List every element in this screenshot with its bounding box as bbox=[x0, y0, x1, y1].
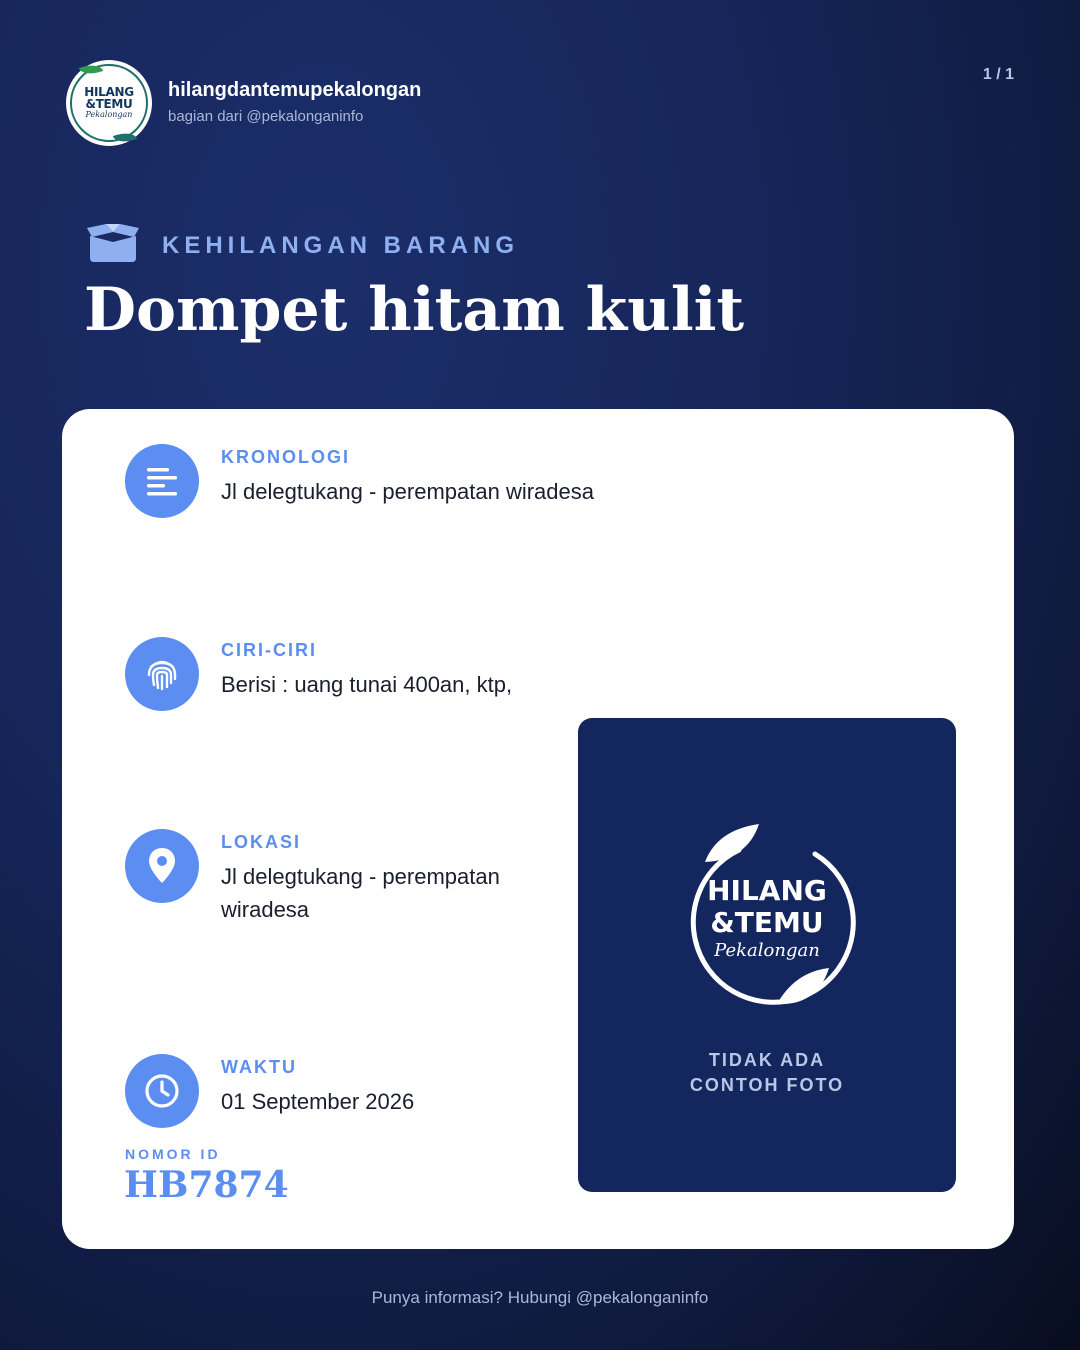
fingerprint-icon bbox=[125, 637, 199, 711]
no-photo-text bbox=[690, 1048, 844, 1098]
avatar[interactable] bbox=[66, 60, 152, 146]
box-icon bbox=[86, 222, 140, 269]
id-label: NOMOR ID bbox=[125, 1146, 221, 1162]
detail-row-waktu bbox=[125, 1054, 541, 1128]
photo-placeholder bbox=[578, 718, 956, 1192]
category-row bbox=[86, 222, 519, 269]
detail-label: WAKTU bbox=[221, 1057, 297, 1077]
account-header bbox=[66, 60, 421, 146]
clock-icon bbox=[125, 1054, 199, 1128]
detail-card bbox=[62, 409, 1014, 1249]
map-pin-icon bbox=[125, 829, 199, 903]
detail-label: CIRI-CIRI bbox=[221, 640, 317, 660]
id-value: HB7874 bbox=[124, 1164, 289, 1206]
logo-text: &TEMU bbox=[710, 906, 824, 939]
detail-value: 01 September 2026 bbox=[221, 1089, 415, 1114]
logo-text: HILANG bbox=[84, 85, 134, 99]
detail-label: LOKASI bbox=[221, 832, 302, 852]
no-photo-line: TIDAK ADA bbox=[708, 1050, 826, 1070]
footer-contact: Punya informasi? Hubungi @pekalonganinfo bbox=[371, 1288, 709, 1307]
category-label: KEHILANGAN BARANG bbox=[162, 231, 519, 259]
page-indicator: 1 / 1 bbox=[982, 66, 1014, 83]
detail-row-ciri bbox=[125, 637, 541, 711]
logo-text: HILANG bbox=[707, 874, 827, 907]
detail-value: Berisi : uang tunai 400an, ktp, bbox=[221, 672, 513, 697]
account-subtitle: bagian dari @pekalonganinfo bbox=[168, 108, 364, 125]
logo-text: &TEMU bbox=[85, 97, 133, 111]
detail-row-lokasi bbox=[125, 829, 541, 926]
detail-value: Jl delegtukang - perempatan wiradesa bbox=[221, 864, 500, 922]
account-handle[interactable]: hilangdantemupekalongan bbox=[168, 79, 422, 101]
brand-logo bbox=[70, 64, 148, 142]
logo-script: Pekalongan bbox=[714, 940, 820, 961]
detail-label: KRONOLOGI bbox=[221, 447, 350, 467]
item-title: Dompet hitam kulit bbox=[84, 275, 745, 345]
detail-value: Jl delegtukang - perempatan wiradesa bbox=[221, 479, 595, 504]
no-photo-line: CONTOH FOTO bbox=[689, 1075, 845, 1095]
brand-logo bbox=[677, 824, 857, 1014]
text-align-icon bbox=[125, 444, 199, 518]
logo-script: Pekalongan bbox=[85, 110, 133, 119]
detail-row-kronologi bbox=[125, 444, 641, 518]
